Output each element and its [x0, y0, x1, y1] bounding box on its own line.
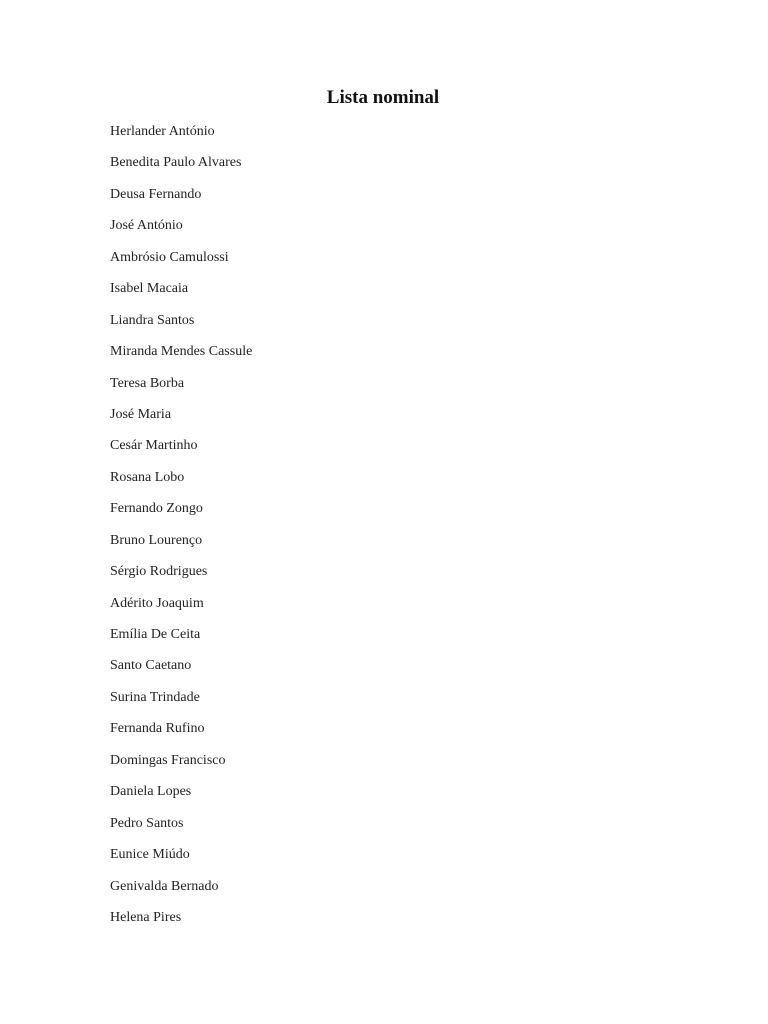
list-item: Pedro Santos [110, 815, 184, 831]
list-item: José Maria [110, 406, 172, 422]
list-item: Helena Pires [110, 909, 182, 925]
name-list [110, 121, 252, 938]
list-item: Fernanda Rufino [110, 721, 205, 737]
list-item: Liandra Santos [110, 312, 195, 328]
list-item: Teresa Borba [110, 375, 185, 391]
list-item: Herlander António [110, 124, 215, 139]
list-item: Adérito Joaquim [110, 595, 204, 611]
list-item: Cesár Martinho [110, 438, 198, 454]
list-item: Isabel Macaia [110, 281, 189, 297]
list-item: Sérgio Rodrigues [110, 564, 208, 580]
list-item: José António [110, 218, 183, 234]
list-item: Benedita Paulo Alvares [110, 155, 242, 171]
list-item: Deusa Fernando [110, 186, 202, 202]
list-item: Eunice Miúdo [110, 847, 190, 863]
list-item: Daniela Lopes [110, 784, 192, 800]
list-item: Ambrósio Camulossi [110, 249, 229, 265]
list-item: Surina Trindade [110, 689, 200, 705]
list-item: Emília De Ceita [110, 627, 201, 642]
list-item: Fernando Zongo [110, 501, 203, 517]
list-item: Santo Caetano [110, 658, 192, 674]
page-title: Lista nominal [326, 87, 440, 108]
list-item: Genivalda Bernado [110, 878, 219, 894]
list-item: Miranda Mendes Cassule [110, 344, 253, 360]
list-item: Bruno Lourenço [110, 532, 203, 548]
list-item: Domingas Francisco [110, 752, 226, 768]
list-item: Rosana Lobo [110, 469, 185, 485]
